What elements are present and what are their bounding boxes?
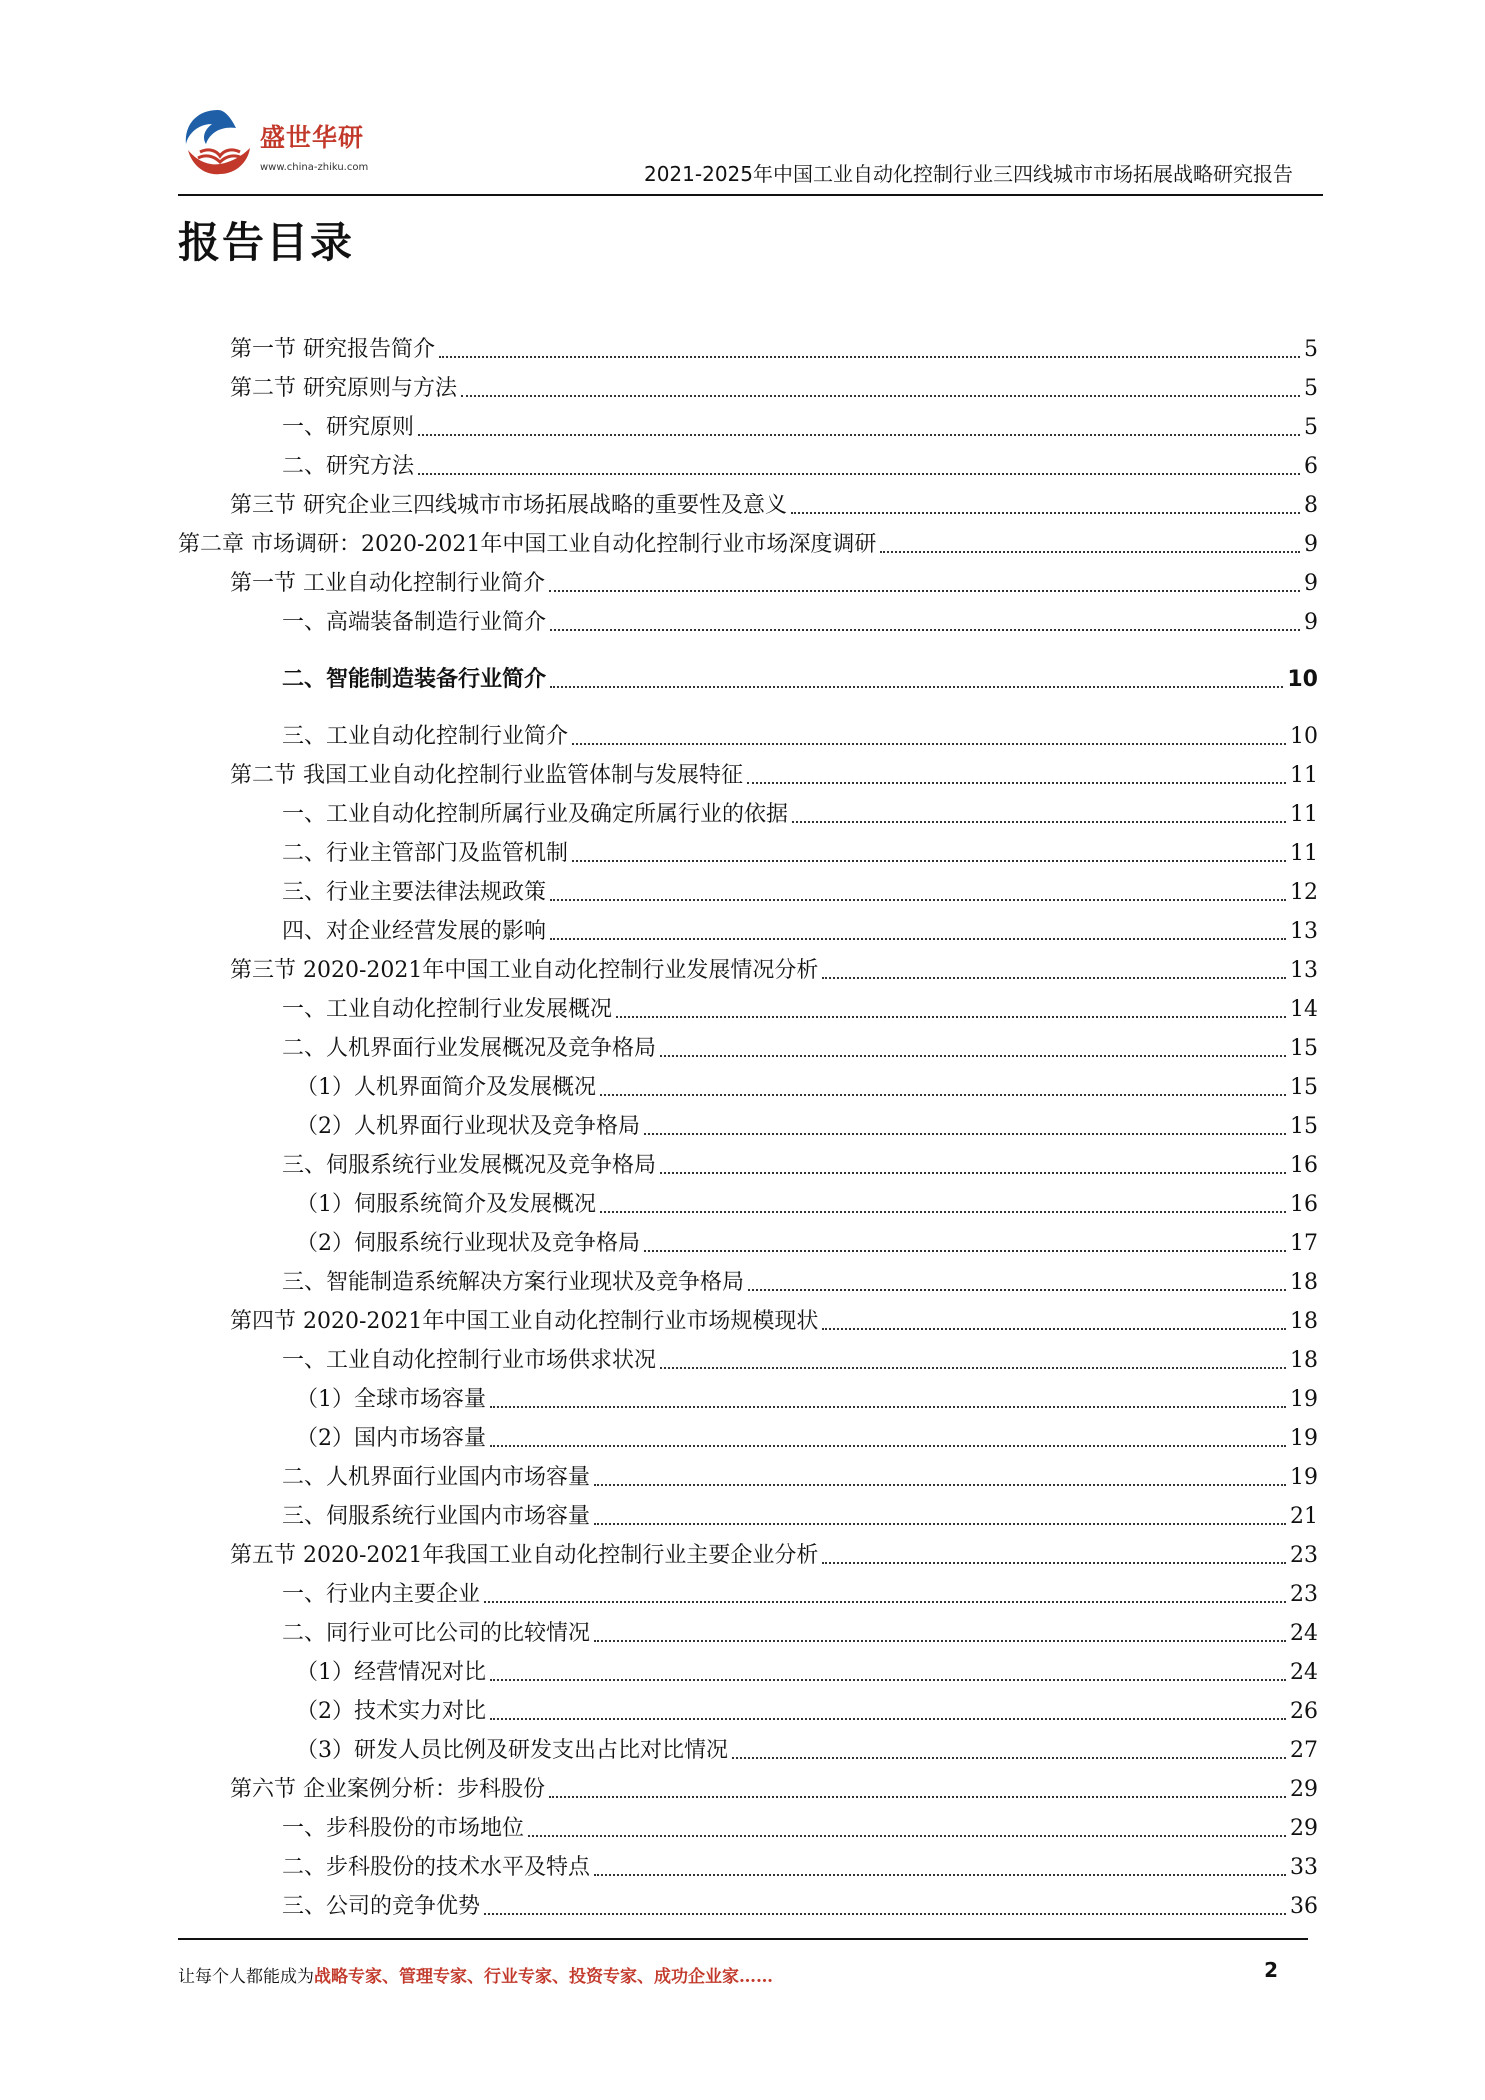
toc-entry[interactable]: [282, 1495, 1318, 1531]
toc-leader-dots: [594, 1874, 1286, 1876]
toc-entry[interactable]: [230, 1534, 1318, 1570]
toc-entry-page: 19: [1290, 1387, 1318, 1412]
toc-entry-page: 15: [1290, 1114, 1318, 1139]
toc-entry-label: 一、高端装备制造行业简介: [282, 610, 547, 635]
toc-entry-label: （1）全球市场容量: [296, 1387, 486, 1412]
toc-leader-dots: [660, 1172, 1286, 1174]
toc-entry-label: 第二节 我国工业自动化控制行业监管体制与发展特征: [230, 763, 743, 788]
toc-entry-label: 第五节 2020-2021年我国工业自动化控制行业主要企业分析: [230, 1543, 819, 1568]
toc-entry[interactable]: [282, 1144, 1318, 1180]
toc-entry-label: 第二章 市场调研：2020-2021年中国工业自动化控制行业市场深度调研: [178, 532, 877, 557]
toc-entry[interactable]: [230, 562, 1318, 598]
footer-divider: [178, 1938, 1308, 1940]
logo-emblem-icon: [178, 104, 258, 184]
toc-entry-label: 三、伺服系统行业发展概况及竞争格局: [282, 1153, 657, 1178]
toc-entry-label: 二、行业主管部门及监管机制: [282, 841, 569, 866]
toc-leader-dots: [490, 1718, 1286, 1720]
toc-entry[interactable]: [296, 1183, 1318, 1219]
toc-entry-page: 5: [1304, 376, 1318, 401]
toc-leader-dots: [822, 1562, 1286, 1564]
page-number: 2: [1264, 1958, 1278, 1982]
toc-leader-dots: [660, 1367, 1286, 1369]
toc-leader-dots: [594, 1523, 1286, 1525]
toc-entry-page: 5: [1304, 337, 1318, 362]
toc-entry-page: 15: [1290, 1036, 1318, 1061]
page-title: 报告目录: [178, 218, 355, 267]
toc-entry-page: 9: [1304, 532, 1318, 557]
toc-entry[interactable]: [282, 988, 1318, 1024]
toc-entry[interactable]: [282, 832, 1318, 868]
toc-entry-page: 14: [1290, 997, 1318, 1022]
header-divider: [178, 194, 1323, 196]
toc-leader-dots: [549, 590, 1300, 592]
toc-leader-dots: [644, 1250, 1286, 1252]
toc-entry-page: 21: [1290, 1504, 1318, 1529]
toc-leader-dots: [594, 1484, 1286, 1486]
toc-leader-dots: [550, 629, 1300, 631]
toc-entry-page: 29: [1290, 1777, 1318, 1802]
toc-entry-page: 16: [1290, 1153, 1318, 1178]
toc-entry[interactable]: [282, 1027, 1318, 1063]
toc-entry-label: 第一节 工业自动化控制行业简介: [230, 571, 545, 596]
toc-entry-label: 四、对企业经营发展的影响: [282, 919, 547, 944]
footer-slogan-prefix: 让每个人都能成为: [178, 1967, 314, 1987]
toc-entry-page: 18: [1290, 1270, 1318, 1295]
toc-leader-dots: [822, 977, 1286, 979]
toc-entry-label: 三、公司的竞争优势: [282, 1894, 481, 1919]
toc-entry-page: 11: [1290, 802, 1318, 827]
toc-leader-dots: [747, 782, 1286, 784]
toc-leader-dots: [550, 899, 1286, 901]
toc-entry-label: （3）研发人员比例及研发支出占比对比情况: [296, 1738, 728, 1763]
toc-entry-page: 10: [1290, 724, 1318, 749]
toc-entry-label: 二、研究方法: [282, 454, 415, 479]
toc-entry[interactable]: [296, 1105, 1318, 1141]
toc-entry[interactable]: [230, 1300, 1318, 1336]
toc-leader-dots: [484, 1601, 1286, 1603]
toc-entry[interactable]: [296, 1222, 1318, 1258]
toc-entry-label: （2）技术实力对比: [296, 1699, 486, 1724]
toc-entry[interactable]: [230, 949, 1318, 985]
toc-entry[interactable]: [230, 328, 1318, 364]
toc-leader-dots: [732, 1757, 1286, 1759]
toc-leader-dots: [791, 512, 1300, 514]
toc-entry[interactable]: [230, 754, 1318, 790]
toc-leader-dots: [418, 434, 1300, 436]
toc-entry[interactable]: [282, 1261, 1318, 1297]
toc-entry-label: （1）伺服系统简介及发展概况: [296, 1192, 596, 1217]
toc-entry-label: （2）伺服系统行业现状及竞争格局: [296, 1231, 640, 1256]
toc-entry-label: （1）经营情况对比: [296, 1660, 486, 1685]
toc-entry[interactable]: [296, 1066, 1318, 1102]
toc-entry[interactable]: [296, 1417, 1318, 1453]
toc-entry-label: 一、工业自动化控制行业市场供求状况: [282, 1348, 657, 1373]
toc-entry-page: 10: [1287, 667, 1318, 692]
toc-entry-page: 18: [1290, 1348, 1318, 1373]
toc-entry-label: （2）国内市场容量: [296, 1426, 486, 1451]
page-header: [178, 100, 1323, 196]
toc-entry[interactable]: [282, 910, 1318, 946]
toc-leader-dots: [880, 551, 1300, 553]
toc-entry[interactable]: [282, 1456, 1318, 1492]
footer-slogan-highlight: 战略专家、管理专家、行业专家、投资专家、成功企业家……: [314, 1967, 773, 1987]
toc-leader-dots: [461, 395, 1300, 397]
toc-entry-label: 一、步科股份的市场地位: [282, 1816, 525, 1841]
toc-leader-dots: [822, 1328, 1286, 1330]
toc-entry-label: 第四节 2020-2021年中国工业自动化控制行业市场规模现状: [230, 1309, 819, 1334]
toc-leader-dots: [484, 1913, 1286, 1915]
toc-entry-label: （1）人机界面简介及发展概况: [296, 1075, 596, 1100]
toc-entry-page: 13: [1290, 958, 1318, 983]
toc-entry[interactable]: [230, 484, 1318, 520]
toc-entry-label: 一、工业自动化控制所属行业及确定所属行业的依据: [282, 802, 789, 827]
toc-entry[interactable]: [282, 1612, 1318, 1648]
toc-entry-label: 一、研究原则: [282, 415, 415, 440]
company-logo: [178, 104, 398, 184]
toc-leader-dots: [792, 821, 1286, 823]
toc-entry-page: 29: [1290, 1816, 1318, 1841]
toc-entry[interactable]: [282, 406, 1318, 442]
toc-entry[interactable]: [282, 871, 1318, 907]
toc-entry-page: 11: [1290, 841, 1318, 866]
toc-entry[interactable]: [230, 1768, 1318, 1804]
toc-entry-page: 33: [1290, 1855, 1318, 1880]
toc-leader-dots: [572, 743, 1286, 745]
toc-leader-dots: [490, 1679, 1286, 1681]
toc-leader-dots: [490, 1445, 1286, 1447]
toc-leader-dots: [616, 1016, 1286, 1018]
toc-entry-label: 第二节 研究原则与方法: [230, 376, 457, 401]
toc-entry-page: 15: [1290, 1075, 1318, 1100]
toc-entry[interactable]: [230, 367, 1318, 403]
toc-entry-label: 二、人机界面行业国内市场容量: [282, 1465, 591, 1490]
toc-entry-page: 23: [1290, 1582, 1318, 1607]
logo-url: www.china-zhiku.com: [260, 162, 369, 173]
toc-entry-page: 8: [1304, 493, 1318, 518]
toc-entry-page: 26: [1290, 1699, 1318, 1724]
toc-entry-page: 27: [1290, 1738, 1318, 1763]
toc-entry-label: （2）人机界面行业现状及竞争格局: [296, 1114, 640, 1139]
toc-entry[interactable]: [282, 1573, 1318, 1609]
toc-leader-dots: [418, 473, 1300, 475]
footer-slogan: [178, 1962, 773, 1987]
toc-entry[interactable]: [282, 1807, 1318, 1843]
toc-entry-page: 9: [1304, 571, 1318, 596]
toc-leader-dots: [490, 1406, 1286, 1408]
toc-entry-label: 一、行业内主要企业: [282, 1582, 481, 1607]
toc-entry[interactable]: [282, 1339, 1318, 1375]
toc-entry-page: 24: [1290, 1660, 1318, 1685]
toc-entry-page: 9: [1304, 610, 1318, 635]
toc-leader-dots: [439, 356, 1300, 358]
toc-entry-page: 5: [1304, 415, 1318, 440]
toc-leader-dots: [528, 1835, 1286, 1837]
toc-entry-page: 16: [1290, 1192, 1318, 1217]
toc-leader-dots: [572, 860, 1286, 862]
toc-entry[interactable]: [296, 1651, 1318, 1687]
toc-entry[interactable]: [282, 601, 1318, 637]
toc-entry[interactable]: [282, 445, 1318, 481]
toc-entry-label: 二、智能制造装备行业简介: [282, 667, 547, 692]
toc-entry-page: 13: [1290, 919, 1318, 944]
toc-entry-label: 三、伺服系统行业国内市场容量: [282, 1504, 591, 1529]
toc-entry-label: 二、人机界面行业发展概况及竞争格局: [282, 1036, 657, 1061]
toc-entry-label: 第六节 企业案例分析：步科股份: [230, 1777, 545, 1802]
toc-entry-label: 三、工业自动化控制行业简介: [282, 724, 569, 749]
toc-entry[interactable]: [282, 793, 1318, 829]
toc-entry[interactable]: [296, 1729, 1318, 1765]
toc-entry-page: 24: [1290, 1621, 1318, 1646]
toc-entry-page: 23: [1290, 1543, 1318, 1568]
toc-entry-page: 17: [1290, 1231, 1318, 1256]
report-title: 2021-2025年中国工业自动化控制行业三四线城市市场拓展战略研究报告: [643, 162, 1293, 186]
toc-entry-label: 第三节 研究企业三四线城市市场拓展战略的重要性及意义: [230, 493, 787, 518]
toc-leader-dots: [549, 1796, 1286, 1798]
toc-leader-dots: [550, 686, 1283, 688]
toc-entry-label: 二、步科股份的技术水平及特点: [282, 1855, 591, 1880]
toc-entry-label: 三、智能制造系统解决方案行业现状及竞争格局: [282, 1270, 745, 1295]
toc-entry-page: 11: [1290, 763, 1318, 788]
toc-entry-label: 第三节 2020-2021年中国工业自动化控制行业发展情况分析: [230, 958, 819, 983]
toc-entry[interactable]: [282, 1885, 1318, 1921]
toc-leader-dots: [748, 1289, 1286, 1291]
toc-entry[interactable]: [282, 1846, 1318, 1882]
toc-entry-page: 6: [1304, 454, 1318, 479]
toc-leader-dots: [644, 1133, 1286, 1135]
toc-entry-label: 二、同行业可比公司的比较情况: [282, 1621, 591, 1646]
toc-entry[interactable]: [282, 715, 1318, 751]
toc-leader-dots: [600, 1211, 1286, 1213]
toc-entry-label: 一、工业自动化控制行业发展概况: [282, 997, 613, 1022]
toc-entry-page: 36: [1290, 1894, 1318, 1919]
toc-leader-dots: [550, 938, 1286, 940]
toc-entry-label: 第一节 研究报告简介: [230, 337, 435, 362]
toc-leader-dots: [594, 1640, 1286, 1642]
toc-leader-dots: [600, 1094, 1286, 1096]
toc-entry-page: 18: [1290, 1309, 1318, 1334]
toc-entry-page: 19: [1290, 1426, 1318, 1451]
toc-leader-dots: [660, 1055, 1286, 1057]
toc-entry-page: 12: [1290, 880, 1318, 905]
toc-entry-page: 19: [1290, 1465, 1318, 1490]
toc-entry-label: 三、行业主要法律法规政策: [282, 880, 547, 905]
toc-entry[interactable]: [178, 523, 1318, 559]
toc-entry[interactable]: [282, 658, 1318, 694]
toc-entry[interactable]: [296, 1690, 1318, 1726]
toc-entry[interactable]: [296, 1378, 1318, 1414]
logo-name: 盛世华研: [260, 123, 365, 152]
